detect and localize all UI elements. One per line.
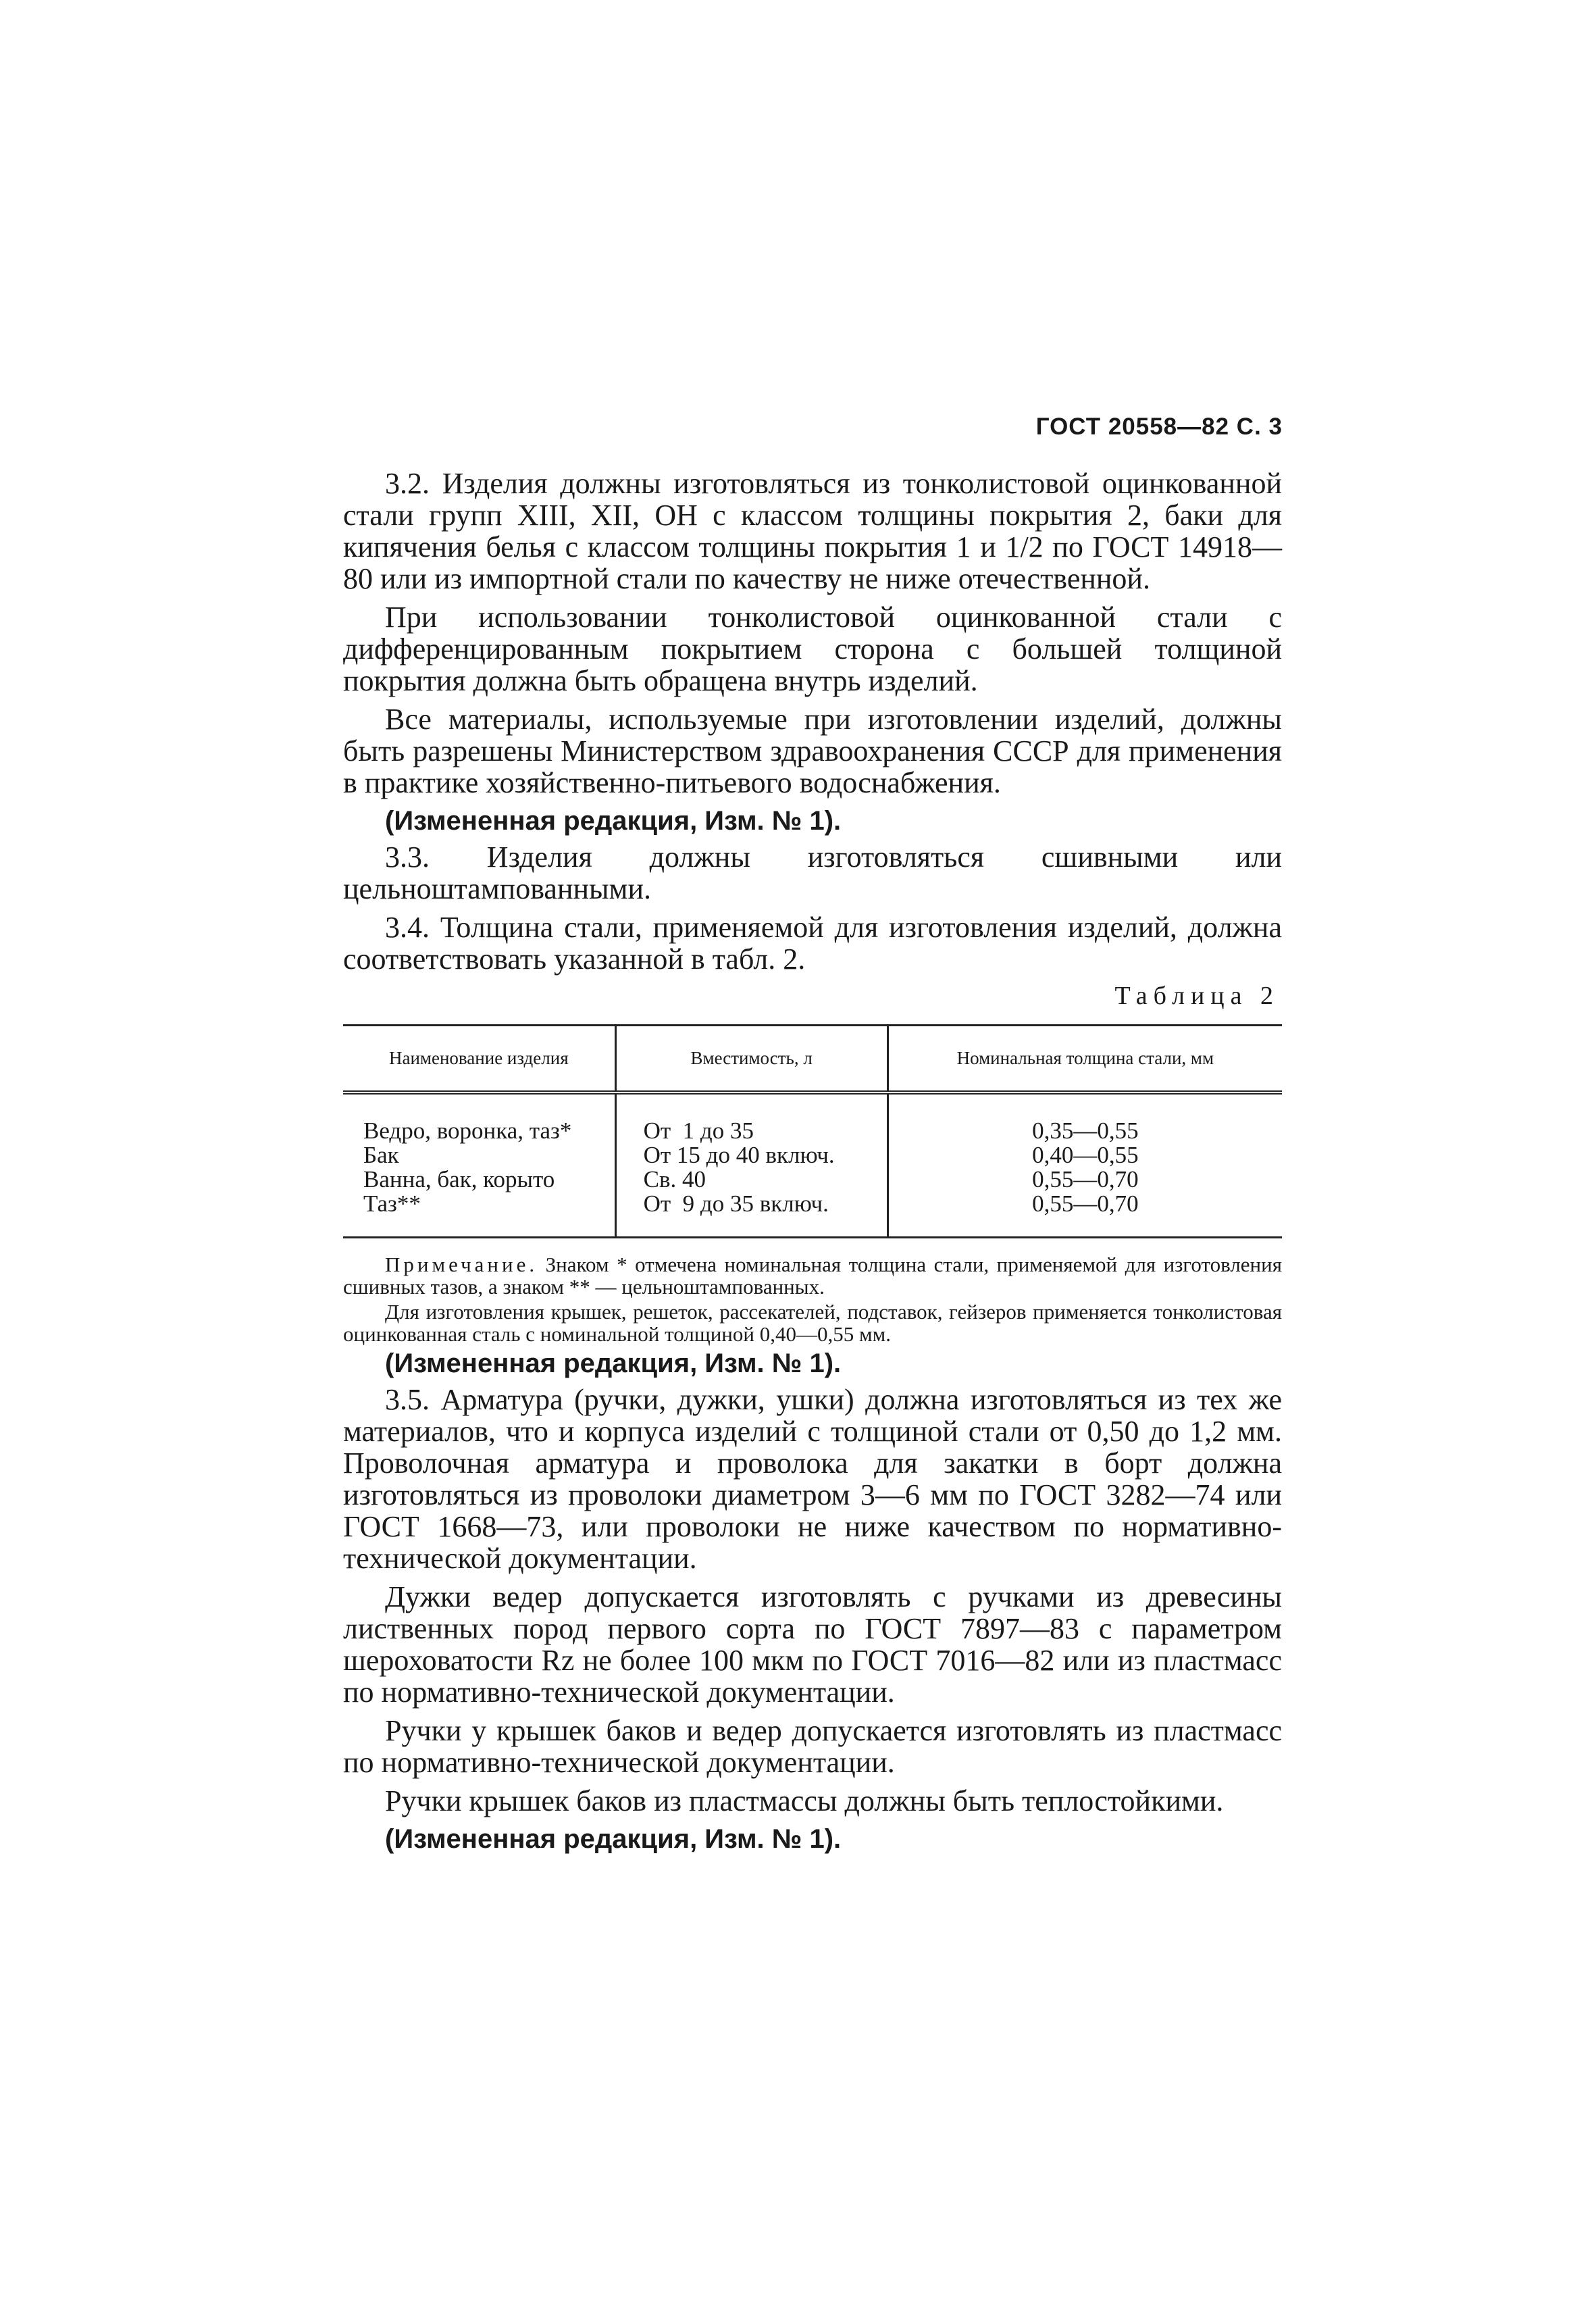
cell-products [343, 1092, 615, 1238]
cell-capacity: Св. 40 [643, 1166, 706, 1192]
paragraph-3-4: 3.4. Толщина стали, применяемой для изготовления изделий, должна соответствовать указанной в табл. 2. [343, 911, 1282, 976]
cell-thickness: 0,55—0,70 [1032, 1190, 1139, 1217]
paragraph-3-5: 3.5. Арматура (ручки, дужки, ушки) должна изготовляться из тех же материалов, что и корпуса изделий с толщиной стали от 0,50 до 1,2 мм. Проволочная арматура и проволока для закатки в борт должна изготовляться из проволоки диаметром 3—6 мм по ГОСТ 3282—74 или ГОСТ 1668—73, или проволоки не ниже качеством по нормативно-технической документации. [343, 1383, 1282, 1575]
running-header: ГОСТ 20558—82 С. 3 [1035, 413, 1283, 440]
cell-capacity: От 9 до 35 включ. [643, 1190, 829, 1217]
paragraph-3-2-materials: Все материалы, используемые при изготовлении изделий, должны быть разрешены Министерством здравоохранения СССР для применения в практике хозяйственно-питьевого водоснабжения. [343, 703, 1282, 799]
note-label: Примечание. [385, 1253, 538, 1276]
header-product-name: Наименование изделия [343, 1026, 615, 1093]
paragraph-3-3: 3.3. Изделия должны изготовляться сшивными или цельноштампованными. [343, 840, 1282, 905]
paragraph-3-5-handles: Ручки у крышек баков и ведер допускается изготовлять из пластмасс по нормативно-технической документации. [343, 1714, 1282, 1779]
cell-capacity: От 1 до 35 [643, 1117, 754, 1144]
cell-thickness: 0,55—0,70 [1032, 1166, 1139, 1192]
cell-capacities [615, 1092, 887, 1238]
paragraph-3-2: 3.2. Изделия должны изготовляться из тонколистовой оцинкованной стали групп XIII, XII, ОН с классом толщины покрытия 2, баки для кипячения белья с классом толщины покрытия 1 и 1/2 по ГОСТ 14918—80 или из импортной стали по качеству не ниже отечественной. [343, 467, 1282, 595]
cell-product: Ведро, воронка, таз* [363, 1117, 572, 1144]
table-note [343, 1253, 1282, 1345]
note-paragraph-2: Для изготовления крышек, решеток, рассекателей, подставок, гейзеров применяется тонколистовая оцинкованная сталь с номинальной толщиной 0,40—0,55 мм. [343, 1300, 1282, 1346]
cell-product: Ванна, бак, корыто [363, 1166, 555, 1192]
paragraph-3-5-heat-resistant: Ручки крышек баков из пластмассы должны быть теплостойкими. [385, 1784, 1224, 1817]
body-text [343, 468, 1282, 1859]
cell-product: Таз** [363, 1190, 421, 1217]
header-thickness: Номинальная толщина стали, мм [887, 1026, 1282, 1093]
paragraph-3-2-coating: При использовании тонколистовой оцинкованной стали с дифференцированным покрытием сторона с большей толщиной покрытия должна быть обращена внутрь изделий. [343, 601, 1282, 697]
note-paragraph [343, 1253, 1282, 1298]
paragraph-3-5-bails: Дужки ведер допускается изготовлять с ручками из древесины лиственных пород первого сорта по ГОСТ 7897—83 с параметром шероховатости Rz не более 100 мкм по ГОСТ 7016—82 или из пластмасс по нормативно-технической документации. [343, 1580, 1282, 1709]
amendment-note: (Измененная редакция, Изм. № 1). [385, 1824, 842, 1854]
thickness-table [343, 1024, 1282, 1238]
note-text: Знаком * отмечена номинальная толщина стали, применяемой для изготовления сшивных тазов, а знаком ** — цельноштампованных. [343, 1253, 1282, 1299]
amendment-note: (Измененная редакция, Изм. № 1). [385, 1349, 842, 1378]
cell-thicknesses [887, 1092, 1282, 1238]
cell-product: Бак [363, 1142, 399, 1168]
table-caption: Таблица 2 [1114, 982, 1279, 1010]
table-row [343, 1092, 1282, 1238]
header-capacity: Вместимость, л [615, 1026, 887, 1093]
cell-capacity: От 15 до 40 включ. [643, 1142, 835, 1168]
amendment-note: (Измененная редакция, Изм. № 1). [385, 806, 842, 836]
table-header-row [343, 1026, 1282, 1093]
cell-thickness: 0,40—0,55 [1032, 1142, 1139, 1168]
cell-thickness: 0,35—0,55 [1032, 1117, 1139, 1144]
